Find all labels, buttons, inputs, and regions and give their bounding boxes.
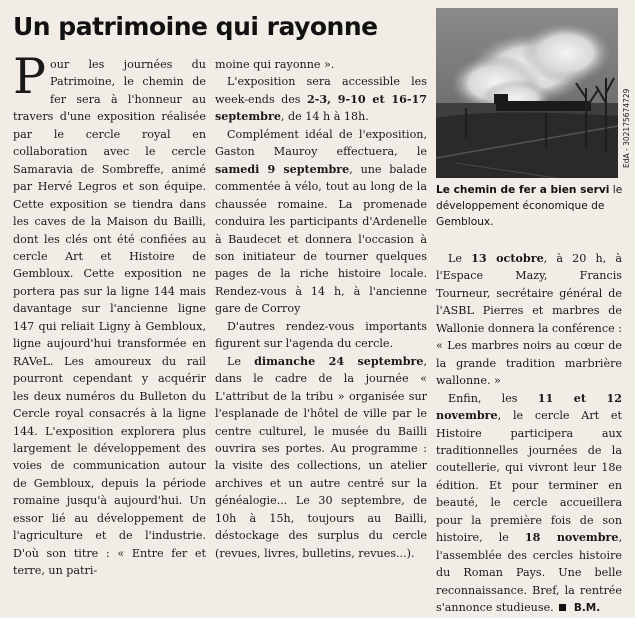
paragraph (215, 318, 427, 353)
article-headline: Un patrimoine qui rayonne (13, 12, 378, 41)
steam-train-photo-illustration (436, 8, 618, 178)
date-highlight: 11 et 12 novembre (436, 391, 622, 423)
date-highlight: dimanche 24 septembre (254, 354, 424, 368)
photo-caption (436, 182, 626, 230)
paragraph-text: , l'assemblée des cercles histoire du Roman Pays. Une belle reconnaissance. Bref, la rentrée s'annonce studieuse. (436, 531, 622, 615)
paragraph-text: , une balade commentée à vélo, tout au long de la chaussée romaine. La promenade conduira les participants d'Ardenelle à Baudecet et donnera l'occasion à son initiateur de tourner quelques pages de la riche histoire locale. Rendez-vous à 14 h, à l'ancienne gare de Corroy (215, 162, 427, 316)
paragraph-text: D'autres rendez-vous importants figurent sur l'agenda du cercle. (215, 319, 427, 351)
train-photo (436, 8, 618, 178)
author-signature: B.M. (573, 602, 601, 615)
paragraph-text: moine qui rayonne ». (215, 58, 335, 71)
paragraph-text: , le cercle Art et Histoire participera aux traditionnelles journées de la coutellerie, qui vivront leur 18e édition. Et pour terminer en beauté, le cercle accueillera pour la première fois de son histoire, le (436, 409, 622, 545)
paragraph (436, 390, 622, 618)
caption-bold: Le chemin de fer a bien servi (436, 184, 610, 196)
date-highlight: 2-3, 9-10 et 16-17 septembre (215, 92, 427, 124)
date-highlight: 18 novembre (524, 531, 619, 545)
date-highlight: samedi 9 septembre (215, 162, 350, 176)
paragraph (13, 48, 206, 580)
paragraph (215, 73, 427, 125)
article-column-1 (13, 48, 206, 580)
paragraph (215, 353, 427, 562)
paragraph-text: our les journées du Patrimoine, le chemin de fer sera à l'honneur au travers d'une exposition réalisée par le cercle royal en collaboration avec le cercle Samaravia de Sombreffe, animé par Hervé Legros et son équipe. Cette exposition se tiendra dans les caves de la Maison du Bailli, dont les clés ont été confiées au cercle Art et Histoire de Gembloux. Cette exposition ne portera pas sur la ligne 144 mais davantage sur l'ancienne ligne 147 qui reliait Ligny à Gembloux, ligne aujourd'hui transformée en RAVeL. Les amoureux du rail pourront cependant y acquérir les deux numéros du Bulleton du Cercle royal consacrés à la ligne 144. L'exposition explorera plus largement le développement des voies de communication autour de Gembloux, depuis la période romaine jusqu'à aujourd'hui. Un essor lié au développement de l'agriculture et de l'industrie. D'où son titre : « Entre fer et terre, un patri- (13, 58, 206, 578)
paragraph-text: Complément idéal de l'exposition, Gaston Mauroy effectuera, le (215, 127, 427, 159)
end-of-article-mark (559, 604, 566, 611)
paragraph-text: Le (448, 252, 472, 265)
paragraph (215, 56, 427, 73)
caption-text: le développement économique de Gembloux. (436, 184, 623, 228)
paragraph-text: Le (227, 354, 255, 368)
paragraph-text: , de 14 h à 18h. (280, 110, 369, 124)
article-column-2 (215, 56, 427, 562)
photo-credit: EdA - 302175674729 (622, 88, 631, 168)
paragraph-text: Enfin, les (448, 391, 538, 405)
paragraph-text: L'exposition sera accessible les week-ends des (215, 75, 427, 106)
paragraph (436, 250, 622, 390)
paragraph-text: , dans le cadre de la journée « L'attribut de la tribu » organisée sur l'esplanade de l'hôtel de ville par le centre culturel, le musée du Bailli ouvrira ses portes. Au programme : la visite des collections, un atelier archives et un autre centré sur la généalogie... Le 30 septembre, de 10h à 15h, toujours au Bailli, déstockage des surplus du cercle (revues, livres, bulletins, revues...). (215, 354, 427, 560)
article-column-3 (436, 250, 622, 618)
paragraph (215, 126, 427, 318)
date-highlight: 13 octobre (471, 252, 544, 265)
drop-cap: P (13, 48, 46, 105)
paragraph-text: , à 20 h, à l'Espace Mazy, Francis Tourneur, secrétaire général de l'ASBL Pierres et marbres de Wallonie donnera la conférence : « Les marbres noirs au cœur de la grande tradition marbrière wallonne. » (436, 252, 622, 388)
